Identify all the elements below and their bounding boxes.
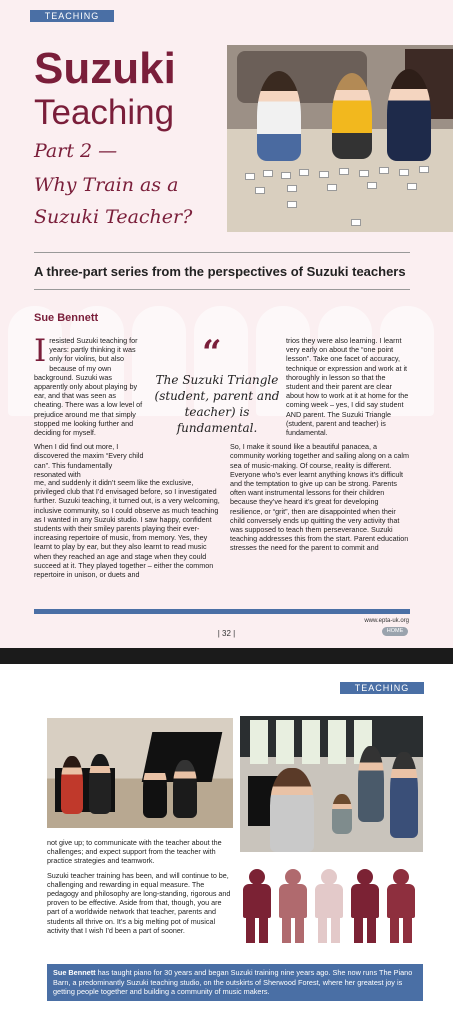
paragraph: Suzuki teacher training has been, and will continue to be, challenging and rewarding in equal measure. The pedagogy and philosophy are long-standing, rigorous and proven to be effective. Aside from that, though, you are part of a worldwide network that teacher, parents and students all thrive on. It’s a big melting pot of musical activity that I wish I’d been a part of sooner. <box>47 870 231 935</box>
piano-lesson-photo <box>47 718 233 828</box>
paragraph: When I did find out more, I discovered the maxim “Every child can”. This fundamentally resonated with <box>34 442 144 479</box>
pull-quote: The Suzuki Triangle (student, parent and teacher) is fundamental. <box>154 373 280 435</box>
title-line-2: Teaching <box>34 93 175 132</box>
note-card <box>399 169 409 176</box>
article-column-left-wide <box>34 478 220 584</box>
note-card <box>367 182 377 189</box>
note-card <box>339 168 349 175</box>
article-column-right <box>230 336 410 558</box>
paragraph: not give up; to communicate with the teacher about the challenges; and expect support from the teacher with practice strategies and teamwork. <box>47 838 222 866</box>
note-card <box>245 173 255 180</box>
paper-doll <box>312 869 346 943</box>
note-card <box>299 169 309 176</box>
note-card <box>281 172 291 179</box>
paragraph: trios they were also learning. I learnt very early on about the “one point lesson”. Take one facet of accuracy, technique or expression and work at it thoroughly in lesson so that the student and their parent are clear about how to work at it at home for the coming week – yes, I did say student AND parent. The Suzuki Triangle (student, parent and teacher) is fundamental. <box>286 336 409 438</box>
paper-doll <box>384 869 418 943</box>
child-figure <box>332 794 352 834</box>
student-figure <box>173 760 197 818</box>
student-figure <box>61 756 83 814</box>
subtitle-line-2: Why Train as a <box>34 174 179 196</box>
student-figure <box>89 754 111 814</box>
students-photo <box>227 45 453 232</box>
note-card <box>287 185 297 192</box>
home-button[interactable]: HOME <box>382 627 408 636</box>
note-card <box>255 187 265 194</box>
paper-doll <box>348 869 382 943</box>
paper-doll <box>240 869 274 943</box>
quote-mark-icon: “ <box>202 333 222 373</box>
footer-bar <box>34 609 410 614</box>
paragraph: So, I make it sound like a beautiful panacea, a community working together and sailing along on a calm sea of music-making. Of course, reality is different. Everyone who’s ever learnt anything knows it’s difficult and the temptation to give up can be strong. Parents often want instrumental lessons for their children because they’ve heard it’s great for developing resilience, or “grit”, then are disappointed when their child conversely ends up quitting the very activity that was supposed to teach them perseverance. Suzuki teaching addresses this from the start. Parent education stresses the need for the parent to commit and <box>230 442 409 553</box>
magazine-page-2 <box>0 664 453 1024</box>
subtitle-line-1: Part 2 — <box>34 140 118 162</box>
bio-name: Sue Bennett <box>53 968 96 977</box>
note-card <box>379 167 389 174</box>
student-figure <box>257 71 301 161</box>
subtitle-line-3: Suzuki Teacher? <box>34 206 193 228</box>
title-line-1: Suzuki <box>34 44 176 93</box>
paragraph: me, and suddenly it didn’t seem like the exclusive, privileged club that I’d envisaged before, so I investigated further. Suzuki teaching, it turned out, is a very welcoming, inclusive community, so I could observe as much teaching as I wanted in any Suzuki studio. I saw happy, confident students with their smiley parents playing their ever-increasing repertoire of music, from memory. Yes, they learnt to play by ear, but they also learnt to read music when they reached an age and stage when they could succeed at it. They played together – either the common repertoire in unison, or duets and <box>34 478 220 580</box>
student-figure <box>332 73 372 159</box>
note-card <box>319 171 329 178</box>
divider-rule <box>34 252 410 253</box>
student-figure <box>387 69 431 161</box>
article-column <box>47 838 233 940</box>
student-figure <box>143 762 167 818</box>
note-card <box>287 201 297 208</box>
paper-doll <box>276 869 310 943</box>
section-tag: TEACHING <box>30 10 114 22</box>
series-heading: A three-part series from the perspectives of Suzuki teachers <box>34 264 406 279</box>
paper-doll-chain <box>240 869 423 943</box>
author-bio <box>47 964 423 1001</box>
paragraph: resisted Suzuki teaching for years: partly thinking it was only for violins, but also because of my own background. Suzuki was apparently only about playing by ear, and that was seen as cheating. There was a low level of prejudice around me that simply stopped me looking further and deciding for myself. <box>34 336 143 438</box>
note-card <box>351 219 361 226</box>
note-card <box>419 166 429 173</box>
section-tag: TEACHING <box>340 682 424 694</box>
teacher-figure <box>270 768 314 852</box>
author-name: Sue Bennett <box>34 312 99 324</box>
page-separator <box>0 648 453 664</box>
parent-figure <box>390 752 418 838</box>
group-class-photo <box>240 716 423 852</box>
note-card <box>407 183 417 190</box>
bio-text: has taught piano for 30 years and began Suzuki training nine years ago. She now runs The Piano Barn, a predominantly Suzuki teaching studio, on the outskirts of Sherwood Forest, where her greatest joy is getting people together and building a community of music makers. <box>53 968 413 997</box>
divider-rule <box>34 289 410 290</box>
note-card <box>327 184 337 191</box>
page-number: | 32 | <box>217 629 236 638</box>
article-column-left <box>34 333 146 484</box>
note-card <box>263 170 273 177</box>
drop-cap: I <box>34 333 47 369</box>
parent-figure <box>358 746 384 822</box>
note-card <box>359 170 369 177</box>
website-url[interactable]: www.epta-uk.org <box>364 618 409 624</box>
